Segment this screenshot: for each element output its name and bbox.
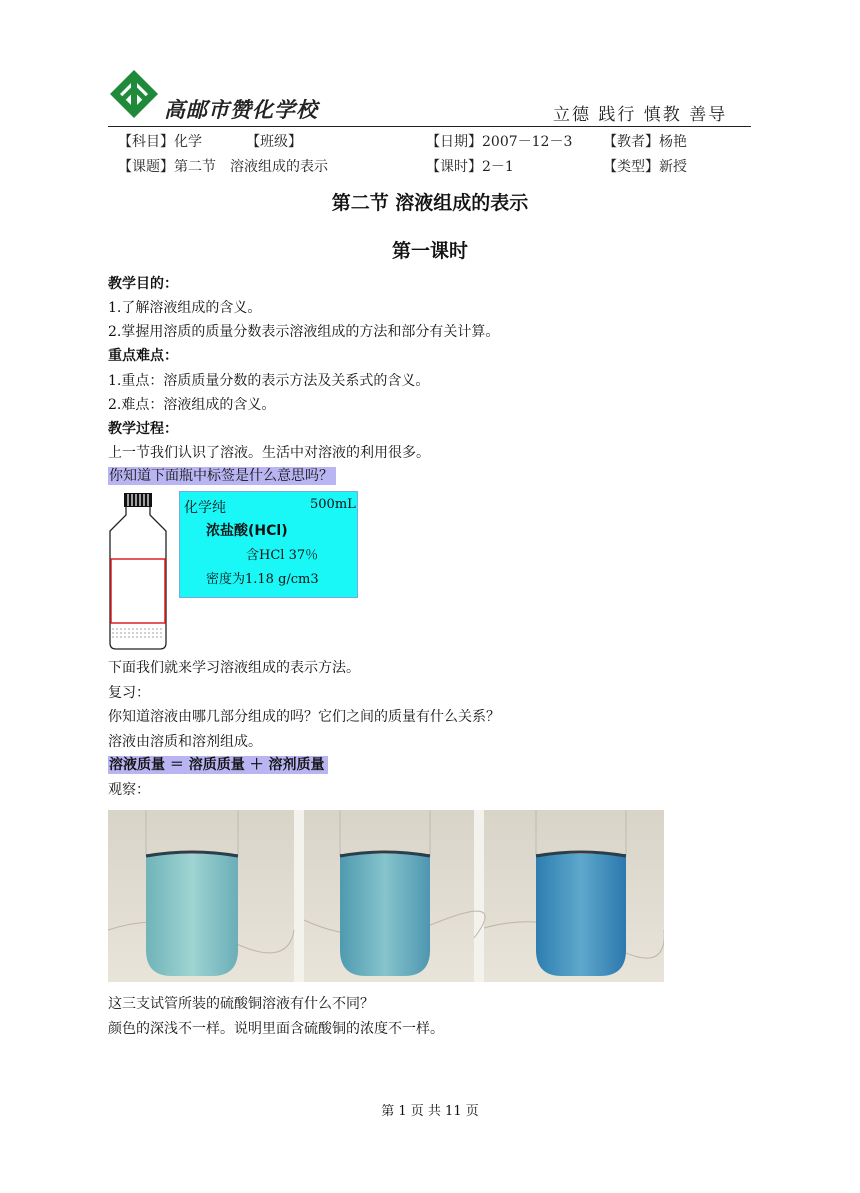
page-title: 第二节 溶液组成的表示 (331, 192, 529, 214)
test-tubes-photo (108, 810, 664, 982)
paragraph-1: 上一节我们认识了溶液。生活中对溶液的利用很多。 (108, 445, 430, 461)
label-chemical-name: 浓盐酸(HCl) (206, 523, 288, 539)
mass-formula: 溶液质量 ＝ 溶质质量 ＋ 溶剂质量 (108, 756, 328, 774)
key-2: 2.难点：溶液组成的含义。 (108, 397, 276, 413)
observe-heading: 观察： (108, 782, 150, 798)
bottle-label (179, 491, 358, 598)
page-footer: 第 1 页 共 11 页 (381, 1104, 479, 1119)
label-volume: 500mL (310, 497, 356, 512)
goals-heading: 教学目的： (108, 276, 178, 292)
paragraph-8: 这三支试管所装的硫酸铜溶液有什么不同？ (108, 996, 374, 1012)
label-content: 含HCl 37％ (246, 548, 319, 563)
meta-class: 【班级】 (246, 134, 302, 150)
meta-teacher: 【教者】杨艳 (603, 134, 687, 150)
process-heading: 教学过程： (108, 421, 178, 437)
paragraph-6: 溶液由溶质和溶剂组成。 (108, 734, 262, 750)
paragraph-9: 颜色的深浅不一样。说明里面含硫酸铜的浓度不一样。 (108, 1021, 444, 1037)
goal-1: 1.了解溶液组成的含义。 (108, 300, 262, 316)
paragraph-3: 下面我们就来学习溶液组成的表示方法。 (108, 660, 360, 676)
key-heading: 重点难点： (108, 348, 178, 364)
highlight-question: 你知道下面瓶中标签是什么意思吗？ (108, 467, 336, 485)
goal-2: 2.掌握用溶质的质量分数表示溶液组成的方法和部分有关计算。 (108, 324, 500, 340)
meta-date: 【日期】2007－12－3 (426, 134, 573, 150)
reagent-bottle-illustration (106, 491, 170, 653)
paragraph-5: 你知道溶液由哪几部分组成的吗？它们之间的质量有什么关系？ (108, 709, 500, 725)
school-motto: 立德 践行 慎教 善导 (553, 105, 728, 125)
meta-subject: 【科目】化学 (118, 134, 202, 150)
label-grade: 化学纯 (184, 500, 226, 516)
header-rule (108, 126, 751, 127)
meta-topic: 【课题】第二节 溶液组成的表示 (118, 159, 328, 175)
key-1: 1.重点：溶质质量分数的表示方法及关系式的含义。 (108, 373, 430, 389)
meta-period: 【课时】2－1 (426, 159, 514, 175)
meta-type: 【类型】新授 (603, 159, 687, 175)
review-heading: 复习： (108, 685, 150, 701)
label-density: 密度为1.18 g/cm3 (206, 572, 319, 587)
school-name: 高邮市赞化学校 (164, 97, 318, 122)
page-subtitle: 第一课时 (391, 240, 468, 262)
